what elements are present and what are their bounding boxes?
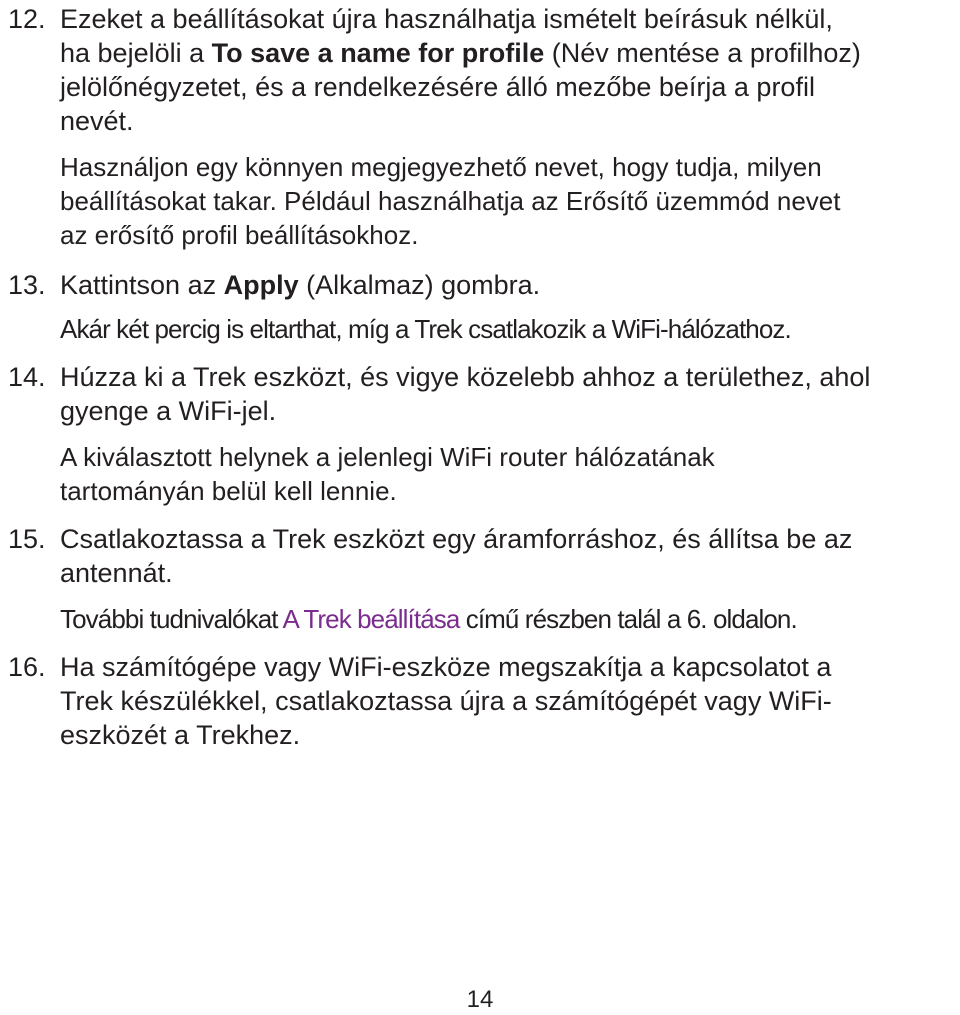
step-number: 15.: [8, 524, 46, 554]
step-text: [60, 360, 960, 428]
step-12-note: [60, 150, 960, 252]
note-line: A kiválasztott helynek a jelenlegi WiFi router hálózatának: [60, 442, 715, 472]
step-text-line: Húzza ki a Trek eszközt, és vigye közelebb ahhoz a területhez, ahol: [60, 362, 871, 392]
step-15-note: További tudnivalókat A Trek beállítása című részben talál a 6. oldalon.: [60, 604, 797, 634]
step-text-line: Csatlakoztassa a Trek eszközt egy áramforráshoz, és állítsa be az: [60, 524, 853, 554]
cross-reference-link[interactable]: A Trek beállítása: [282, 604, 460, 634]
step-text-line: jelölőnégyzetet, és a rendelkezésére álló mezőbe beírja a profil: [60, 72, 815, 102]
step-text-line: nevét.: [60, 106, 134, 136]
step-13-note: Akár két percig is eltarthat, míg a Trek csatlakozik a WiFi-hálózathoz.: [60, 314, 791, 344]
note-line: beállításokat takar. Például használhatja az Erősítő üzemmód nevet: [60, 186, 841, 216]
step-text: Kattintson az Apply (Alkalmaz) gombra.: [60, 270, 541, 300]
step-number: 12.: [8, 4, 46, 34]
ui-term-to-save-a-name: To save a name for profile: [211, 38, 545, 68]
step-text-line: gyenge a WiFi-jel.: [60, 396, 277, 426]
step-text-line: Ha számítógépe vagy WiFi-eszköze megszakítja a kapcsolatot a: [60, 652, 832, 682]
step-text-line: ha bejelöli a To save a name for profile (Név mentése a profilhoz): [60, 38, 861, 68]
step-text: [60, 522, 960, 590]
note-line: tartományán belül kell lennie.: [60, 476, 397, 506]
step-number: 13.: [8, 270, 46, 300]
page-number: 14: [466, 986, 494, 1013]
step-text: [60, 2, 960, 138]
step-text-line: eszközét a Trekhez.: [60, 720, 301, 750]
step-text: [60, 650, 960, 752]
step-text-line: Ezeket a beállításokat újra használhatja ismételt beírásuk nélkül,: [60, 4, 833, 34]
step-14-note: [60, 440, 960, 508]
step-number: 16.: [8, 652, 46, 682]
note-line: az erősítő profil beállításokhoz.: [60, 220, 419, 250]
step-number: 14.: [8, 362, 46, 392]
step-text-line: antennát.: [60, 558, 173, 588]
note-line: Használjon egy könnyen megjegyezhető nevet, hogy tudja, milyen: [60, 152, 822, 182]
step-text-line: Trek készülékkel, csatlakoztassa újra a számítógépét vagy WiFi-: [60, 686, 832, 716]
ui-term-apply: Apply: [223, 270, 299, 300]
